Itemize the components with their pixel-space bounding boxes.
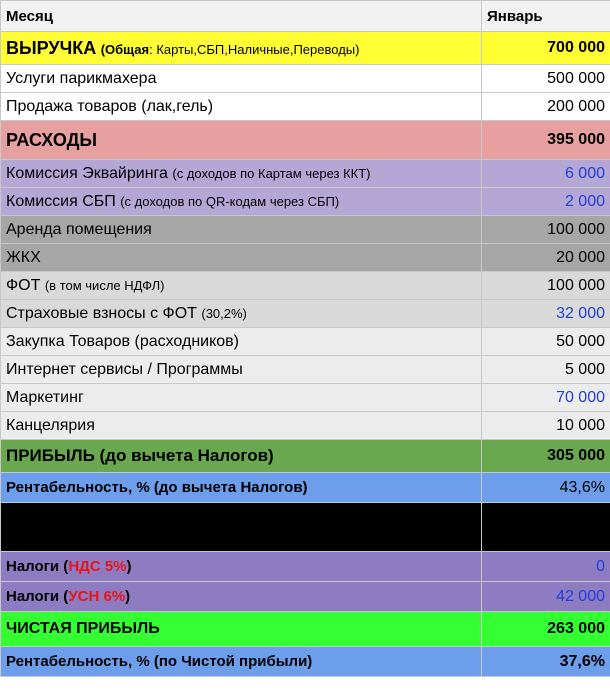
profit-label-cell[interactable]: ПРИБЫЛЬ (до вычета Налогов) — [1, 440, 482, 473]
revenue-title: ВЫРУЧКА — [6, 37, 97, 58]
revenue-item-row — [1, 65, 610, 93]
utilities-row — [1, 244, 610, 272]
tax-vat-highlight: НДС 5% — [68, 558, 127, 575]
tax-vat-cell[interactable] — [1, 552, 482, 582]
stationery-row — [1, 412, 610, 440]
sbp-fee-note: (с доходов по QR-кодам через СБП) — [120, 193, 340, 209]
rent-cell[interactable]: Аренда помещения — [1, 216, 482, 244]
hairdresser-services-cell[interactable]: Услуги парикмахера — [1, 65, 482, 93]
marketing-row — [1, 384, 610, 412]
acquiring-fee-value[interactable]: 6 000 — [482, 160, 610, 188]
margin-before-tax-row — [1, 473, 610, 503]
margin-before-tax-value[interactable]: 43,6% — [482, 473, 610, 503]
internet-services-cell[interactable]: Интернет сервисы / Программы — [1, 356, 482, 384]
tax-usn-prefix: Налоги ( — [6, 588, 69, 605]
expenses-row — [1, 121, 610, 160]
profit-value-cell[interactable]: 305 000 — [482, 440, 610, 473]
tax-usn-cell[interactable] — [1, 582, 482, 612]
tax-usn-value[interactable]: 42 000 — [482, 582, 610, 612]
redacted-value-cell — [482, 503, 610, 552]
tax-vat-suffix: ) — [126, 558, 132, 575]
sbp-fee-value[interactable]: 2 000 — [482, 188, 610, 216]
expenses-value-cell[interactable]: 395 000 — [482, 121, 610, 160]
stationery-cell[interactable]: Канцелярия — [1, 412, 482, 440]
net-profit-value[interactable]: 263 000 — [482, 612, 610, 647]
sbp-fee-cell[interactable] — [1, 188, 482, 216]
tax-usn-row — [1, 582, 610, 612]
january-header-cell[interactable]: Январь — [482, 1, 610, 32]
expenses-title: РАСХОДЫ — [6, 129, 98, 150]
internet-services-row — [1, 356, 610, 384]
insurance-row — [1, 300, 610, 328]
expenses-label-cell[interactable] — [1, 121, 482, 160]
goods-sales-cell[interactable]: Продажа товаров (лак,гель) — [1, 93, 482, 121]
margin-net-label[interactable]: Рентабельность, % (по Чистой прибыли) — [1, 647, 482, 677]
sbp-fee-row — [1, 188, 610, 216]
rent-value[interactable]: 100 000 — [482, 216, 610, 244]
redacted-cell — [1, 503, 482, 552]
profit-row — [1, 440, 610, 473]
tax-vat-value[interactable]: 0 — [482, 552, 610, 582]
tax-vat-prefix: Налоги ( — [6, 558, 69, 575]
payroll-row — [1, 272, 610, 300]
tax-vat-row — [1, 552, 610, 582]
stationery-value[interactable]: 10 000 — [482, 412, 610, 440]
goods-purchase-row — [1, 328, 610, 356]
payroll-value[interactable]: 100 000 — [482, 272, 610, 300]
utilities-value[interactable]: 20 000 — [482, 244, 610, 272]
insurance-label: Страховые взносы с ФОТ — [6, 304, 197, 322]
insurance-value[interactable]: 32 000 — [482, 300, 610, 328]
insurance-note: (30,2%) — [201, 305, 247, 321]
tax-usn-suffix: ) — [125, 588, 131, 605]
payroll-note: (в том числе НДФЛ) — [44, 277, 165, 293]
header-row — [1, 1, 610, 32]
revenue-value-cell[interactable]: 700 000 — [482, 32, 610, 65]
internet-services-value[interactable]: 5 000 — [482, 356, 610, 384]
marketing-cell[interactable]: Маркетинг — [1, 384, 482, 412]
margin-net-row — [1, 647, 610, 677]
goods-sales-value[interactable]: 200 000 — [482, 93, 610, 121]
revenue-label-cell[interactable] — [1, 32, 482, 65]
margin-before-tax-label[interactable]: Рентабельность, % (до вычета Налогов) — [1, 473, 482, 503]
payroll-label: ФОТ — [6, 276, 41, 294]
utilities-cell[interactable]: ЖКХ — [1, 244, 482, 272]
net-profit-label[interactable]: ЧИСТАЯ ПРИБЫЛЬ — [1, 612, 482, 647]
margin-net-value[interactable]: 37,6% — [482, 647, 610, 677]
hairdresser-services-value[interactable]: 500 000 — [482, 65, 610, 93]
redacted-row — [1, 503, 610, 552]
marketing-value[interactable]: 70 000 — [482, 384, 610, 412]
acquiring-fee-label: Комиссия Эквайринга — [6, 164, 168, 182]
insurance-cell[interactable] — [1, 300, 482, 328]
revenue-note-prefix: (Общая — [100, 41, 150, 57]
acquiring-fee-note: (с доходов по Картам через ККТ) — [172, 165, 371, 181]
sbp-fee-label: Комиссия СБП — [6, 192, 116, 210]
net-profit-row — [1, 612, 610, 647]
revenue-row — [1, 32, 610, 65]
payroll-cell[interactable] — [1, 272, 482, 300]
rent-row — [1, 216, 610, 244]
goods-purchase-value[interactable]: 50 000 — [482, 328, 610, 356]
tax-usn-highlight: УСН 6% — [68, 588, 126, 605]
revenue-item-row — [1, 93, 610, 121]
acquiring-fee-cell[interactable] — [1, 160, 482, 188]
acquiring-fee-row — [1, 160, 610, 188]
revenue-note-rest: : Карты,СБП,Наличные,Переводы) — [149, 41, 360, 57]
month-header-cell[interactable]: Месяц — [1, 1, 482, 32]
goods-purchase-cell[interactable]: Закупка Товаров (расходников) — [1, 328, 482, 356]
